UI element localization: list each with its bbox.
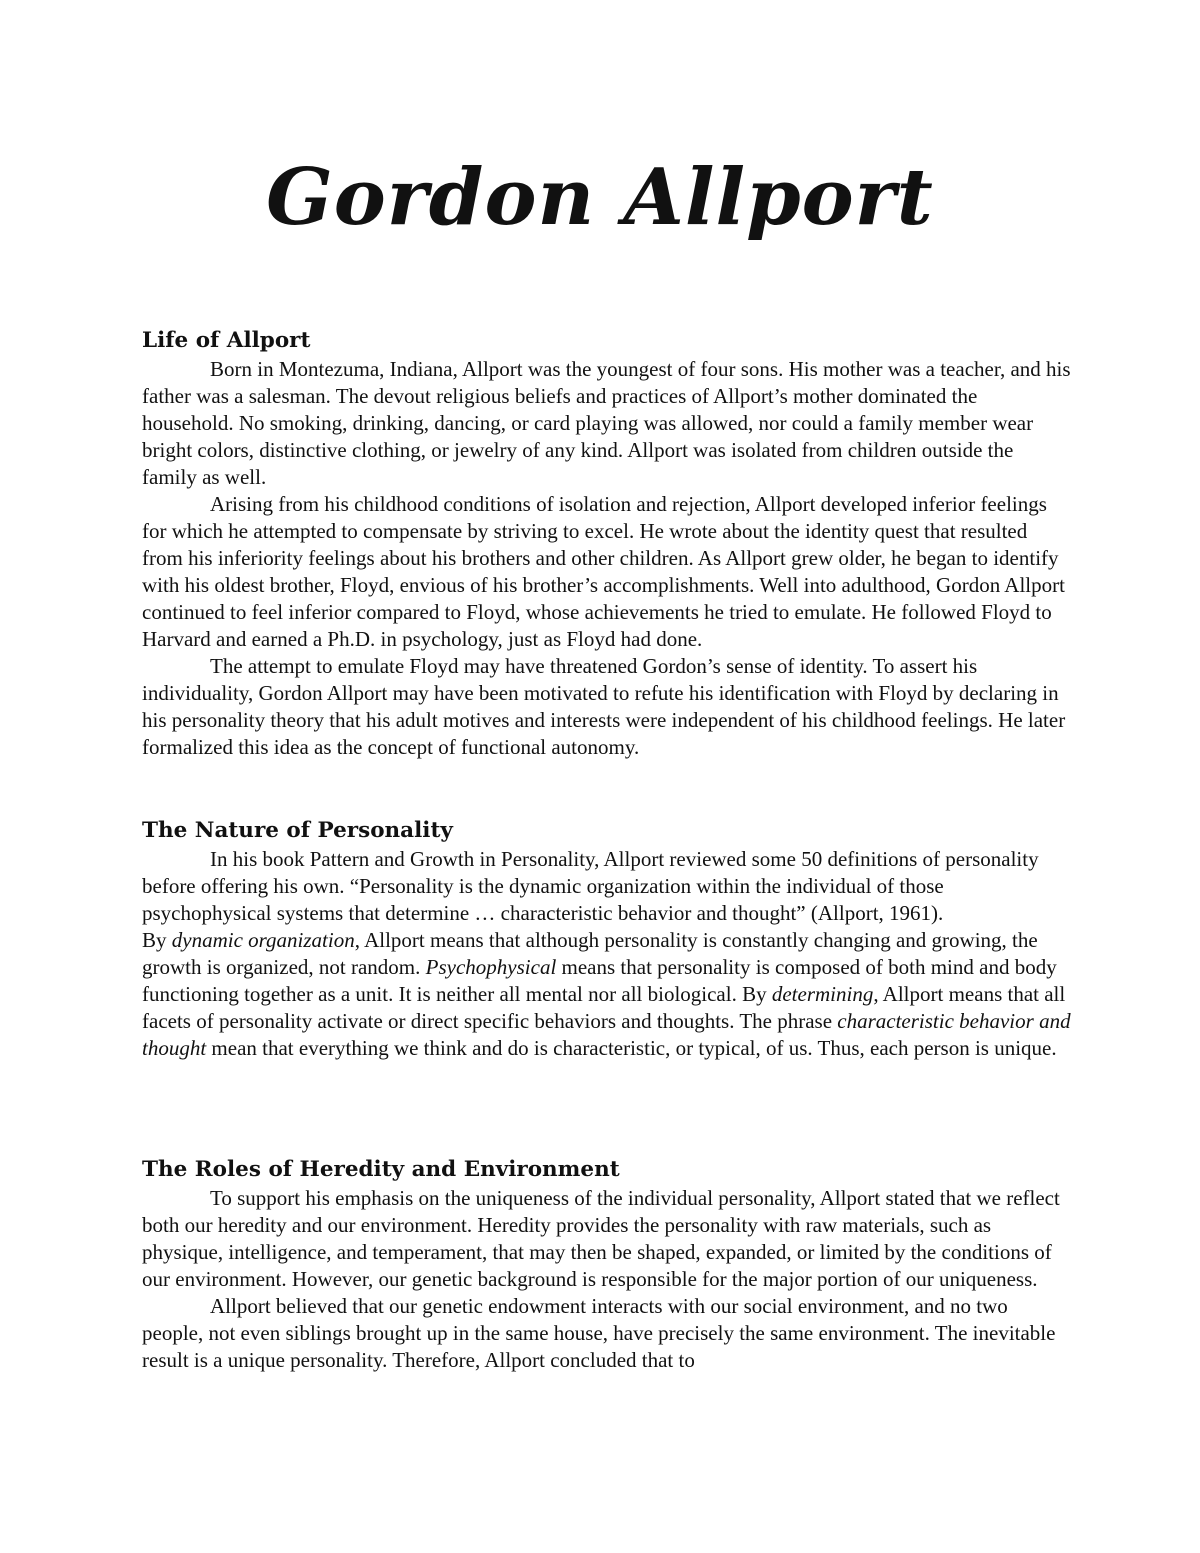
paragraph: To support his emphasis on the uniqueness of the individual personality, Allport stated that we reflect both our heredity and our environment. Heredity provides the personality with raw materials, such as physique, intelligence, and temperament, that may then be shaped, expanded, or limited by the conditions of our environment. However, our genetic background is responsible for the major portion of our uniqueness. <box>142 1186 1060 1291</box>
paragraph: Allport believed that our genetic endowment interacts with our social environment, and no two people, not even siblings brought up in the same house, have precisely the same environment. The inevitable result is a unique personality. Therefore, Allport concluded that to <box>142 1294 1056 1372</box>
section-nature-of-personality <box>142 816 1072 1062</box>
text-run: , Allport means that although personality is constantly changing and growing, the growth is organized, not random. <box>142 928 1038 979</box>
document-title: Gordon Allport <box>266 152 934 243</box>
text-run: By <box>142 928 172 952</box>
italic-term: determining <box>771 982 874 1006</box>
paragraph: The attempt to emulate Floyd may have threatened Gordon’s sense of identity. To assert his individuality, Gordon Allport may have been motivated to refute his identification with Floyd by declaring in his personality theory that his adult motives and interests were independent of his childhood feelings. He later formalized this idea as the concept of functional autonomy. <box>142 654 1066 759</box>
section-heading: The Roles of Heredity and Environment <box>142 1157 620 1182</box>
paragraph: In his book Pattern and Growth in Personality, Allport reviewed some 50 definitions of personality before offering his own. “Personality is the dynamic organization within the individual of those psychophysical systems that determine … characteristic behavior and thought” (Allport, 1961). <box>142 847 1039 925</box>
text-run: , Allport means that all facets of personality activate or direct specific behaviors and thoughts. The phrase <box>142 982 1066 1033</box>
paragraph: Arising from his childhood conditions of isolation and rejection, Allport developed inferior feelings for which he attempted to compensate by striving to excel. He wrote about the identity quest that resulted from his inferiority feelings about his brothers and other children. As Allport grew older, he began to identify with his oldest brother, Floyd, envious of his brother’s accomplishments. Well into adulthood, Gordon Allport continued to feel inferior compared to Floyd, whose achievements he tried to emulate. He followed Floyd to Harvard and earned a Ph.D. in psychology, just as Floyd had done. <box>142 492 1065 651</box>
text-run: mean that everything we think and do is characteristic, or typical, of us. Thus, each person is unique. <box>206 1036 1057 1060</box>
italic-term: dynamic organization <box>171 928 355 952</box>
section-life-of-allport <box>142 326 1072 761</box>
italic-term: characteristic behavior and thought <box>142 1009 1071 1060</box>
section-heading: Life of Allport <box>142 328 311 353</box>
italic-term: Psychophysical <box>425 955 557 979</box>
paragraph: Born in Montezuma, Indiana, Allport was the youngest of four sons. His mother was a teacher, and his father was a salesman. The devout religious beliefs and practices of Allport’s mother dominated the household. No smoking, drinking, dancing, or card playing was allowed, nor could a family member wear bright colors, distinctive clothing, or jewelry of any kind. Allport was isolated from children outside the family as well. <box>142 357 1071 489</box>
section-heredity-environment <box>142 1155 1072 1374</box>
section-heading: The Nature of Personality <box>142 818 453 843</box>
text-run: means that personality is composed of both mind and body functioning together as a unit. It is neither all mental nor all biological. By <box>142 955 1057 1006</box>
paragraph-definitions <box>142 927 1072 1062</box>
